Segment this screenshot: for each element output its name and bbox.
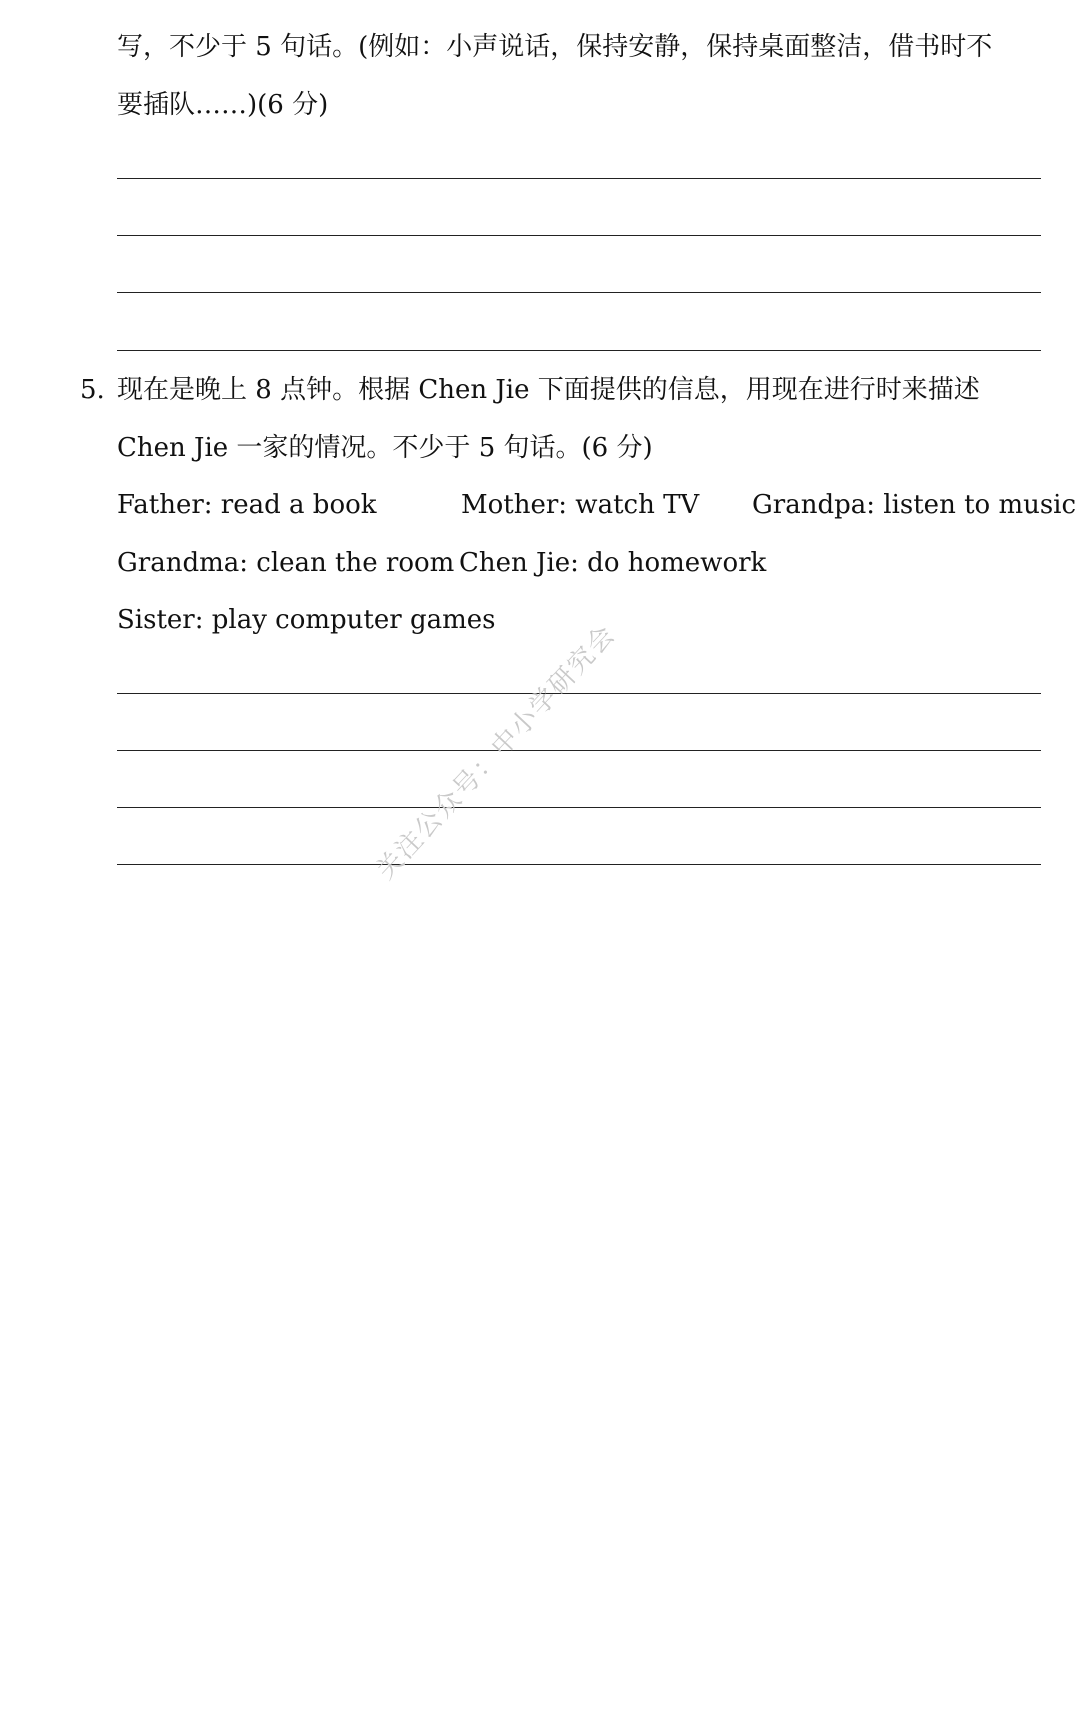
q5-item-sister: Sister: play computer games <box>117 605 496 635</box>
q4-instruction-line-1: 写，不少于 5 句话。(例如：小声说话，保持安静，保持桌面整洁，借书时不 <box>117 32 993 62</box>
q4-answer-line-4[interactable] <box>117 350 1041 351</box>
q5-answer-line-2[interactable] <box>117 750 1041 751</box>
q5-number: 5. <box>80 375 105 405</box>
q5-item-chenjie: Chen Jie: do homework <box>459 548 767 578</box>
q4-answer-line-1[interactable] <box>117 178 1041 179</box>
q4-answer-line-3[interactable] <box>117 292 1041 293</box>
q5-instruction-line-1: 现在是晚上 8 点钟。根据 Chen Jie 下面提供的信息，用现在进行时来描述 <box>117 375 980 405</box>
q5-item-grandpa: Grandpa: listen to music <box>752 490 1077 520</box>
q5-item-mother: Mother: watch TV <box>461 490 700 520</box>
q5-answer-line-4[interactable] <box>117 864 1041 865</box>
q5-answer-line-3[interactable] <box>117 807 1041 808</box>
q5-item-father: Father: read a book <box>117 490 377 520</box>
watermark-text: 关注公众号：中小学研究会 <box>370 619 622 886</box>
q5-item-grandma: Grandma: clean the room <box>117 548 455 578</box>
q4-instruction-line-2: 要插队……)(6 分) <box>117 90 329 120</box>
q5-instruction-line-2: Chen Jie 一家的情况。不少于 5 句话。(6 分) <box>117 433 653 463</box>
q5-answer-line-1[interactable] <box>117 693 1041 694</box>
q4-answer-line-2[interactable] <box>117 235 1041 236</box>
